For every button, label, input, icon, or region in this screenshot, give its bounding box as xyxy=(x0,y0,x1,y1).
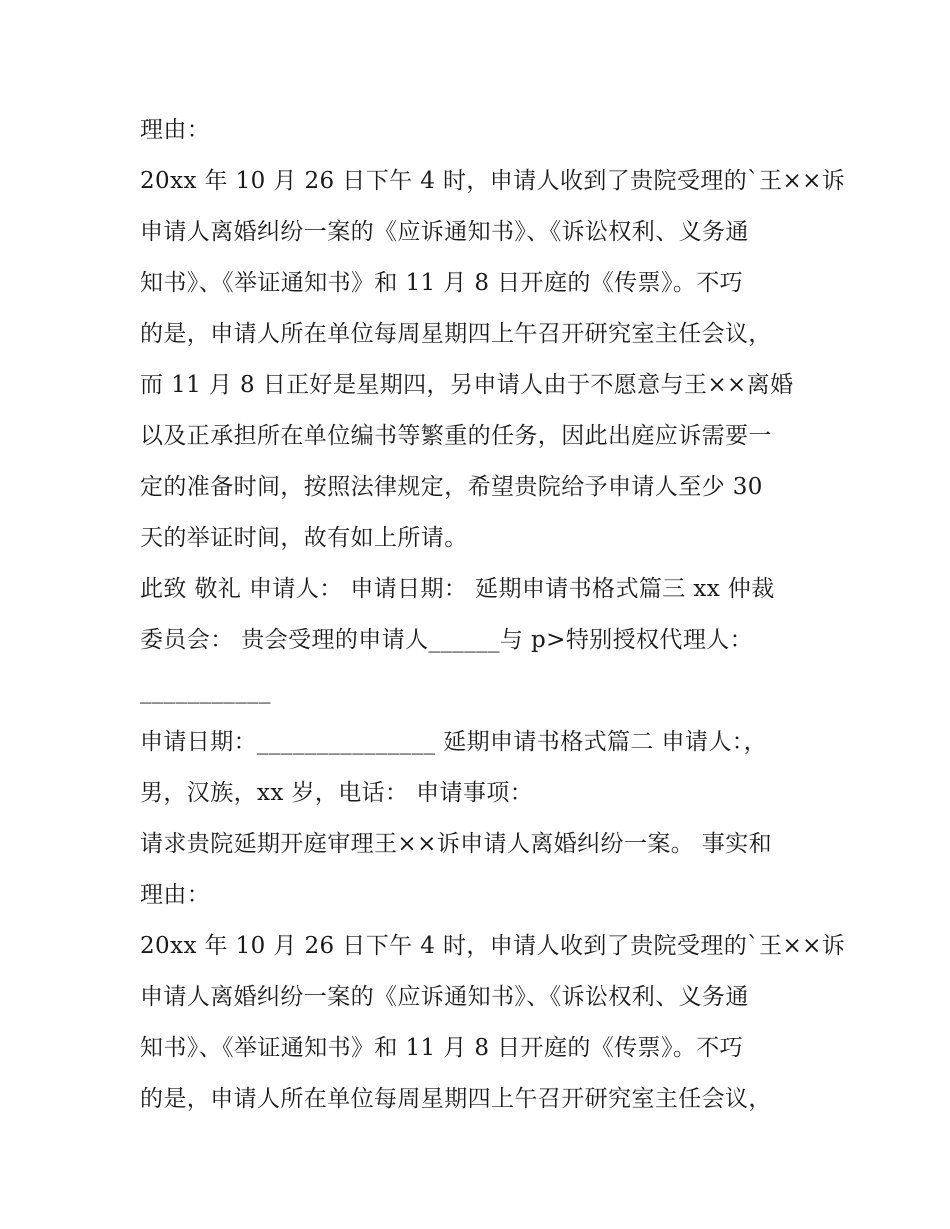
text-line: ___________ xyxy=(140,678,271,704)
text-line: 申请日期：_______________ 延期申请书格式篇二 申请人：， xyxy=(140,729,768,755)
text-line: 天的举证时间，故有如上所请。 xyxy=(140,525,468,551)
text-line: 的是，申请人所在单位每周星期四上午召开研究室主任会议， xyxy=(140,1086,772,1112)
text-line: 以及正承担所在单位编书等繁重的任务，因此出庭应诉需要一 xyxy=(140,423,772,449)
text-line: 知书》、《举证通知书》和 11 月 8 日开庭的《传票》。不巧 xyxy=(140,1035,744,1061)
document-body xyxy=(140,105,846,1125)
text-line: 而 11 月 8 日正好是星期四，另申请人由于不愿意与王××离婚 xyxy=(140,372,794,398)
text-line: 委员会： 贵会受理的申请人______与 p>特别授权代理人： xyxy=(140,627,754,653)
text-line: 定的准备时间，按照法律规定，希望贵院给予申请人至少 30 xyxy=(140,474,763,500)
text-line: 此致 敬礼 申请人： 申请日期： 延期申请书格式篇三 xx 仲裁 xyxy=(140,576,775,602)
text-line: 理由： xyxy=(140,117,211,143)
text-line: 申请人离婚纠纷一案的《应诉通知书》、《诉讼权利、义务通 xyxy=(140,984,749,1010)
text-line: 理由： xyxy=(140,882,211,908)
text-line: 的是，申请人所在单位每周星期四上午召开研究室主任会议， xyxy=(140,321,772,347)
text-line: 男，汉族，xx 岁，电话： 申请事项： xyxy=(140,780,534,806)
text-line: 申请人离婚纠纷一案的《应诉通知书》、《诉讼权利、义务通 xyxy=(140,219,749,245)
text-line: 20xx 年 10 月 26 日下午 4 时，申请人收到了贵院受理的`王××诉 xyxy=(140,168,846,194)
text-line: 请求贵院延期开庭审理王××诉申请人离婚纠纷一案。 事实和 xyxy=(140,831,773,857)
text-line: 20xx 年 10 月 26 日下午 4 时，申请人收到了贵院受理的`王××诉 xyxy=(140,933,846,959)
text-line: 知书》、《举证通知书》和 11 月 8 日开庭的《传票》。不巧 xyxy=(140,270,744,296)
